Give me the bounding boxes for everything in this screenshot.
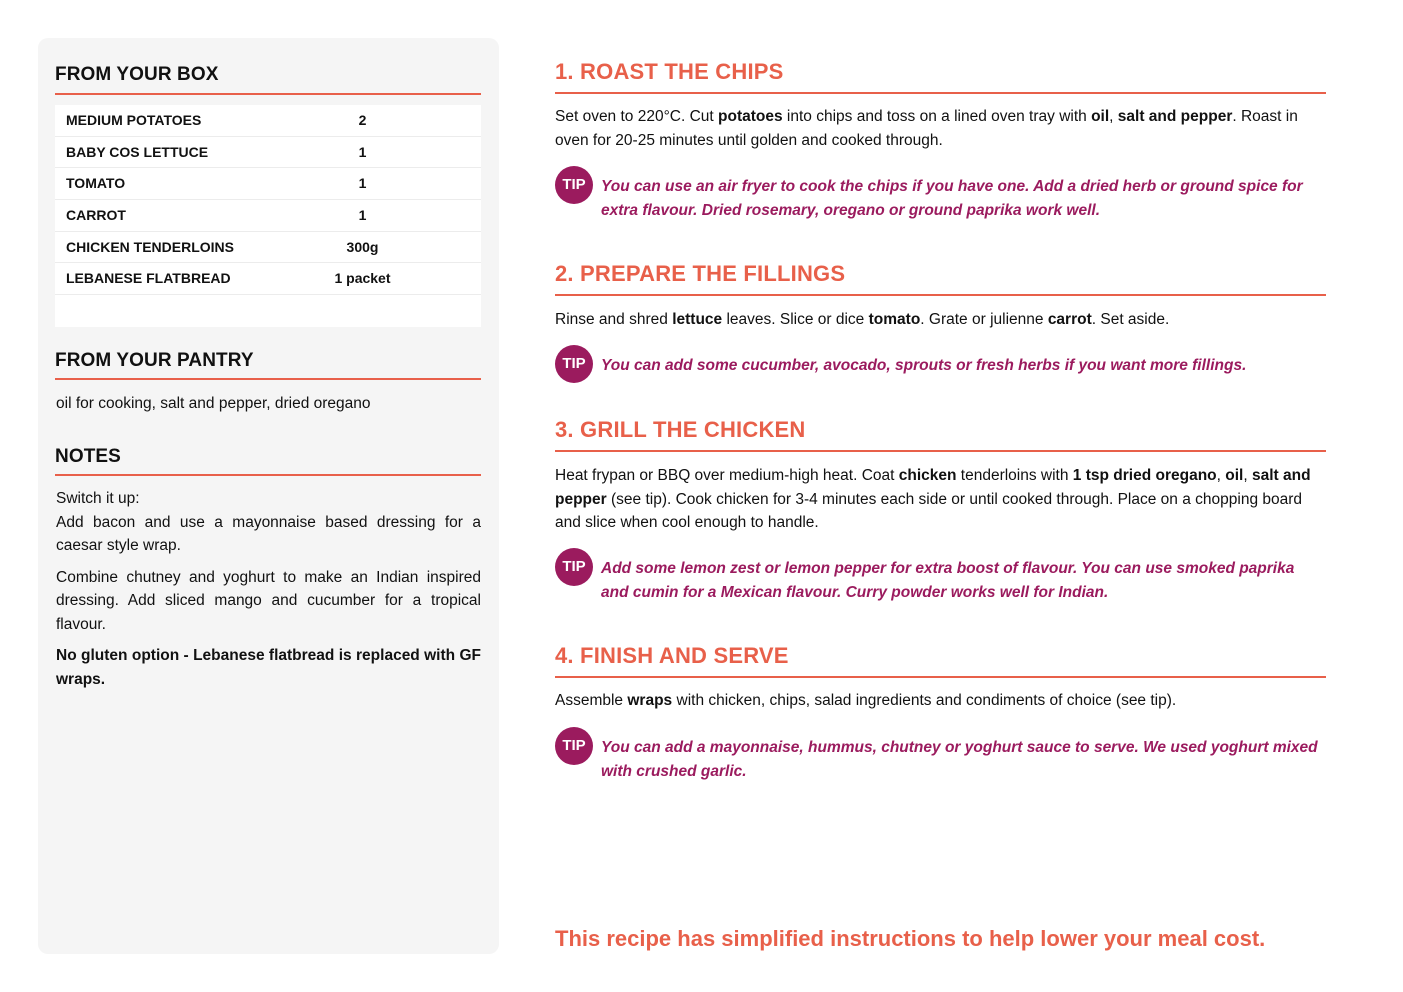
ingredient-name: CARROT: [66, 207, 126, 224]
step-text-segment: ,: [1109, 108, 1118, 125]
step-2-text: [555, 308, 1330, 332]
step-3-text: [555, 464, 1330, 535]
step-text-segment: . Roast in oven for 20-25 minutes until golden and cooked through.: [555, 108, 1298, 149]
step-text-segment: Assemble: [555, 692, 628, 709]
ingredient-row: [55, 168, 481, 200]
tip-badge: TIP: [555, 727, 593, 765]
step-2-tip: You can add some cucumber, avocado, sprouts or fresh herbs if you want more fillings.: [601, 357, 1247, 374]
ingredient-name: BABY COS LETTUCE: [66, 143, 209, 160]
pantry-text: oil for cooking, salt and pepper, dried oregano: [56, 395, 371, 412]
notes-section-title: NOTES: [55, 446, 121, 467]
step-text-segment: Set oven to 220°C. Cut: [555, 108, 719, 125]
step-4-tip: You can add a mayonnaise, hummus, chutney or yoghurt sauce to serve. We used yoghurt mixed with crushed garlic.: [601, 739, 1318, 780]
ingredient-name: MEDIUM POTATOES: [66, 112, 202, 128]
step-text-emphasis: lettuce: [672, 311, 723, 328]
step-text-segment: tenderloins with: [956, 467, 1073, 484]
ingredient-row: [55, 232, 481, 264]
step-4-rule: [555, 676, 1326, 678]
ingredient-row: [55, 200, 481, 232]
step-1-rule: [555, 92, 1326, 94]
step-text-segment: (see tip). Cook chicken for 3-4 minutes each side or until cooked through. Place on a chopping board and slice when cool enough to handle.: [555, 490, 1303, 531]
step-text-emphasis: tomato: [868, 311, 921, 328]
step-text-emphasis: 1 tsp dried oregano: [1072, 467, 1217, 484]
ingredient-name: LEBANESE FLATBREAD: [66, 270, 231, 287]
step-text-segment: with chicken, chips, salad ingredients and condiments of choice (see tip).: [672, 692, 1177, 709]
step-text-segment: ,: [1216, 467, 1226, 484]
step-text-emphasis: wraps: [627, 692, 673, 709]
tip-badge: TIP: [555, 345, 593, 383]
box-title-rule: [55, 93, 481, 95]
step-4-text: [555, 689, 1330, 713]
step-text-segment: Heat frypan or BBQ over medium-high heat. Coat: [555, 467, 899, 484]
notes-intro: Switch it up:: [56, 490, 140, 507]
step-text-emphasis: chicken: [898, 467, 957, 484]
ingredient-qty: 2: [358, 112, 367, 128]
ingredient-row: [55, 105, 481, 137]
notes-title-rule: [55, 474, 481, 476]
step-text-emphasis: oil: [1091, 108, 1110, 125]
ingredient-row-empty: [55, 295, 481, 327]
ingredient-qty: 1: [358, 175, 367, 192]
step-text-emphasis: salt and pepper: [1117, 108, 1233, 125]
tip-badge: TIP: [555, 548, 593, 586]
step-1-tip: You can use an air fryer to cook the chips if you have one. Add a dried herb or ground spice for extra flavour. Dried rosemary, oregano or ground paprika work well.: [601, 178, 1303, 219]
ingredient-name: TOMATO: [66, 175, 126, 192]
step-text-segment: . Grate or julienne: [920, 311, 1048, 328]
notes-paragraph: Combine chutney and yoghurt to make an Indian inspired dressing. Add sliced mango and cucumber for a tropical flavour.: [56, 568, 481, 633]
step-text-emphasis: salt and pepper: [555, 467, 1311, 508]
ingredient-row: [55, 263, 481, 295]
step-1-text: [555, 105, 1330, 152]
step-text-emphasis: oil: [1225, 467, 1244, 484]
pantry-title-rule: [55, 378, 481, 380]
step-text-emphasis: carrot: [1047, 311, 1092, 328]
ingredient-qty: 1: [358, 143, 367, 160]
notes-paragraph: Add bacon and use a mayonnaise based dressing for a caesar style wrap.: [56, 513, 481, 554]
step-text-segment: into chips and toss on a lined oven tray with: [782, 108, 1092, 125]
ingredient-row: [55, 137, 481, 169]
tip-badge: TIP: [555, 166, 593, 204]
step-3-tip: Add some lemon zest or lemon pepper for extra boost of flavour. You can use smoked paprika and cumin for a Mexican flavour. Curry powder works well for Indian.: [601, 560, 1295, 601]
step-3-title: 3. GRILL THE CHICKEN: [555, 417, 806, 442]
step-3-rule: [555, 450, 1326, 452]
step-text-segment: . Set aside.: [1091, 311, 1170, 328]
step-text-segment: leaves. Slice or dice: [722, 311, 869, 328]
step-2-rule: [555, 294, 1326, 296]
box-section-title: FROM YOUR BOX: [55, 64, 219, 85]
ingredient-qty: 1: [358, 207, 367, 224]
pantry-section-title: FROM YOUR PANTRY: [55, 350, 254, 371]
step-text-emphasis: potatoes: [718, 108, 783, 125]
footer-note: This recipe has simplified instructions to help lower your meal cost.: [555, 926, 1266, 951]
step-text-segment: Rinse and shred: [555, 311, 673, 328]
notes-body: [56, 487, 481, 699]
ingredients-table: [55, 105, 481, 327]
ingredient-qty: 1 packet: [334, 270, 391, 287]
step-text-segment: ,: [1243, 467, 1252, 484]
step-2-title: 2. PREPARE THE FILLINGS: [555, 261, 846, 286]
step-4-title: 4. FINISH AND SERVE: [555, 643, 789, 668]
ingredient-qty: 300g: [346, 238, 379, 255]
ingredient-name: CHICKEN TENDERLOINS: [66, 238, 235, 255]
sidebar-panel: [38, 38, 499, 954]
step-1-title: 1. ROAST THE CHIPS: [555, 59, 784, 84]
notes-gluten-option: No gluten option - Lebanese flatbread is replaced with GF wraps.: [56, 647, 481, 688]
